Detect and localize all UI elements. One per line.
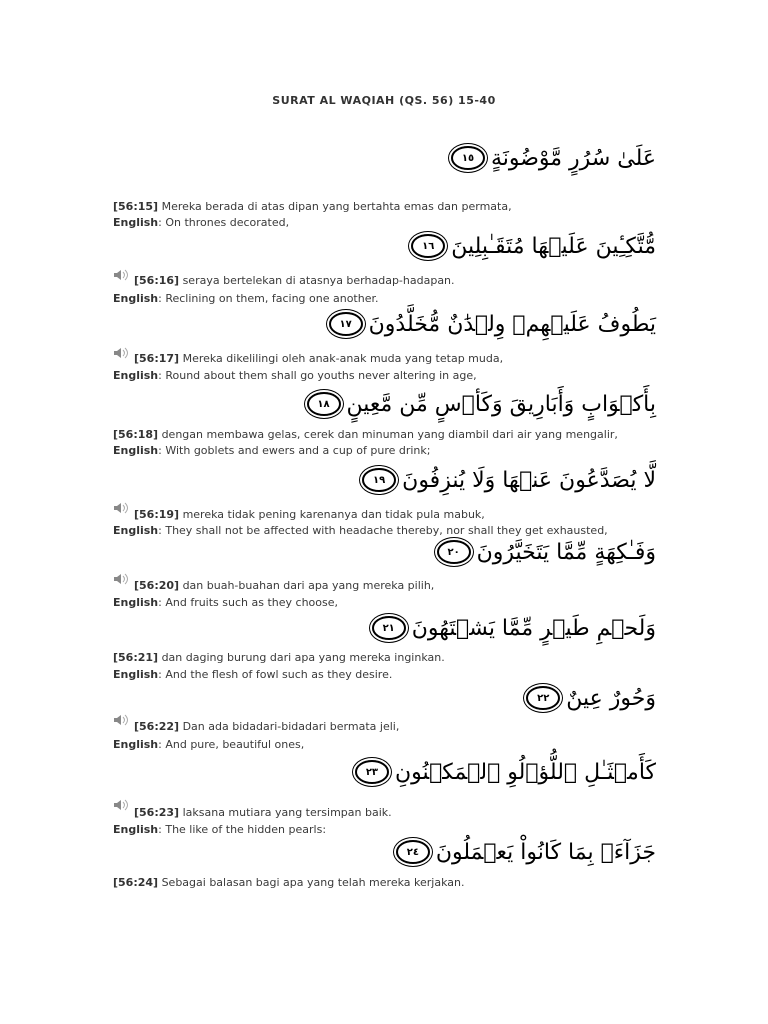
arabic-text: وَحُورٌ عِينٌ (566, 685, 656, 711)
arabic-text: لَّا يُصَدَّعُونَ عَنۡهَا وَلَا يُنزِفُونَ (402, 467, 656, 493)
arabic-verse-21 (372, 610, 656, 646)
verse-ref: [56:22] (134, 720, 180, 733)
page-title: SURAT AL WAQIAH (QS. 56) 15-40 (272, 94, 496, 107)
english-label: English (113, 292, 159, 305)
english-label: English (113, 738, 159, 751)
arabic-text: بِأَكۡوَابٍ وَأَبَارِيقَ وَكَأۡسٍ مِّن مَّعِينٍ (346, 391, 656, 417)
arabic-verse-20 (437, 534, 656, 570)
indonesian-line-20 (134, 579, 434, 592)
indonesian-line-23 (134, 806, 392, 819)
speaker-icon[interactable] (113, 268, 129, 282)
verse-number-medallion: ١٧ (329, 312, 363, 336)
english-line-23: English: The like of the hidden pearls: (113, 823, 327, 836)
indonesian-text: mereka tidak pening karenanya dan tidak pula mabuk, (182, 508, 485, 521)
verse-number-medallion: ١٥ (451, 146, 485, 170)
english-line-16: English: Reclining on them, facing one another. (113, 292, 379, 305)
indonesian-line-18 (113, 428, 618, 441)
arabic-verse-22 (526, 680, 656, 716)
verse-ref: [56:21] (113, 651, 159, 664)
arabic-verse-24 (396, 834, 656, 870)
indonesian-line-19 (134, 508, 485, 521)
verse-number-medallion: ١٨ (307, 392, 341, 416)
indonesian-text: dengan membawa gelas, cerek dan minuman yang diambil dari air yang mengalir, (161, 428, 618, 441)
verse-ref: [56:19] (134, 508, 180, 521)
indonesian-line-15 (113, 200, 512, 213)
english-label: English (113, 369, 159, 382)
arabic-verse-18 (307, 386, 657, 422)
arabic-verse-23 (355, 754, 656, 790)
arabic-text: عَلَىٰ سُرُرٍ مَّوْضُونَةٍ (490, 145, 656, 171)
english-line-17: English: Round about them shall go youths never altering in age, (113, 369, 477, 382)
verse-ref: [56:15] (113, 200, 159, 213)
english-label: English (113, 823, 159, 836)
verse-number-medallion: ١٩ (362, 468, 396, 492)
indonesian-text: dan buah-buahan dari apa yang mereka pilih, (182, 579, 435, 592)
indonesian-text: seraya bertelekan di atasnya berhadap-hadapan. (182, 274, 455, 287)
english-label: English (113, 444, 159, 457)
english-label: English (113, 668, 159, 681)
verse-ref: [56:16] (134, 274, 180, 287)
english-text: Round about them shall go youths never altering in age, (165, 369, 477, 382)
english-line-20: English: And fruits such as they choose, (113, 596, 339, 609)
english-line-15: English: On thrones decorated, (113, 216, 290, 229)
verse-ref: [56:20] (134, 579, 180, 592)
speaker-icon[interactable] (113, 572, 129, 586)
verse-number-medallion: ٢٣ (355, 760, 389, 784)
speaker-icon[interactable] (113, 798, 129, 812)
speaker-icon[interactable] (113, 501, 129, 515)
verse-ref: [56:23] (134, 806, 180, 819)
english-line-19: English: They shall not be affected with headache thereby, nor shall they get exhausted, (113, 524, 608, 537)
english-line-18: English: With goblets and ewers and a cup of pure drink; (113, 444, 431, 457)
verse-number-medallion: ٢١ (372, 616, 406, 640)
arabic-text: وَلَحۡمِ طَيۡرٍ مِّمَّا يَشۡتَهُونَ (411, 615, 656, 641)
english-text: And pure, beautiful ones, (165, 738, 305, 751)
arabic-text: مُّتَّكِـِٔينَ عَلَيۡهَا مُتَقَـٰبِلِينَ (451, 233, 656, 259)
indonesian-text: dan daging burung dari apa yang mereka inginkan. (161, 651, 445, 664)
english-label: English (113, 524, 159, 537)
arabic-text: يَطُوفُ عَلَيۡهِمۡ وِلۡدَٰنٌ مُّخَلَّدُونَ (368, 311, 656, 337)
indonesian-text: Mereka dikelilingi oleh anak-anak muda yang tetap muda, (182, 352, 504, 365)
english-text: Reclining on them, facing one another. (165, 292, 379, 305)
indonesian-text: Dan ada bidadari-bidadari bermata jeli, (182, 720, 400, 733)
english-text: And fruits such as they choose, (165, 596, 339, 609)
indonesian-line-24 (113, 876, 464, 889)
arabic-verse-15 (451, 140, 656, 176)
verse-ref: [56:24] (113, 876, 159, 889)
speaker-icon[interactable] (113, 713, 129, 727)
arabic-verse-16 (411, 228, 656, 264)
indonesian-text: Sebagai balasan bagi apa yang telah mereka kerjakan. (161, 876, 465, 889)
indonesian-line-21 (113, 651, 445, 664)
verse-number-medallion: ٢٤ (396, 840, 430, 864)
indonesian-text: laksana mutiara yang tersimpan baik. (182, 806, 392, 819)
arabic-text: جَزَآءَۢ بِمَا كَانُواْ يَعۡمَلُونَ (435, 839, 656, 865)
speaker-icon[interactable] (113, 346, 129, 360)
indonesian-line-16 (134, 274, 455, 287)
english-text: And the flesh of fowl such as they desire. (165, 668, 393, 681)
english-text: With goblets and ewers and a cup of pure drink; (165, 444, 431, 457)
verse-ref: [56:17] (134, 352, 180, 365)
indonesian-text: Mereka berada di atas dipan yang bertahta emas dan permata, (161, 200, 512, 213)
english-line-21: English: And the flesh of fowl such as they desire. (113, 668, 393, 681)
verse-number-medallion: ٢٢ (526, 686, 560, 710)
arabic-text: كَأَمۡثَـٰلِ ٱللُّؤۡلُوِ ٱلۡمَكۡنُونِ (394, 759, 656, 785)
verse-number-medallion: ١٦ (411, 234, 445, 258)
english-line-22: English: And pure, beautiful ones, (113, 738, 305, 751)
arabic-verse-19 (362, 462, 656, 498)
english-text: On thrones decorated, (165, 216, 290, 229)
english-text: They shall not be affected with headache thereby, nor shall they get exhausted, (165, 524, 608, 537)
verse-number-medallion: ٢٠ (437, 540, 471, 564)
verse-ref: [56:18] (113, 428, 159, 441)
indonesian-line-22 (134, 720, 399, 733)
arabic-verse-17 (329, 306, 656, 342)
arabic-text: وَفَـٰكِهَةٍ مِّمَّا يَتَخَيَّرُونَ (476, 539, 656, 565)
english-label: English (113, 596, 159, 609)
english-label: English (113, 216, 159, 229)
english-text: The like of the hidden pearls: (165, 823, 327, 836)
indonesian-line-17 (134, 352, 503, 365)
